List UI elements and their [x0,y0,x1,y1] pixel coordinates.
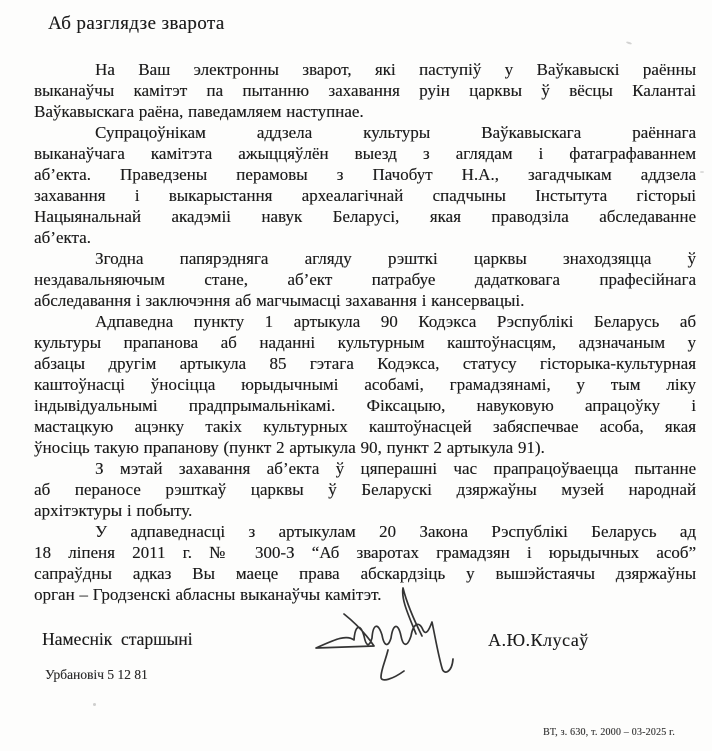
text-line: Ваўкавыскага раёна, паведамляем наступнае. [34,102,364,121]
text-line: выканаўчага камітэта ажыццяўлён выезд з аглядам і фатаграфаваннем [34,144,696,163]
text-line: Нацыянальнай акадэміі навук Беларусі, якая праводзіла абследаванне [34,207,696,226]
paragraph [34,59,696,122]
text-line: каштоўнасці ўносіцца юрыдычнымі асобамі, грамадзянамі, у тым ліку [34,375,696,394]
subject-line: Аб разглядзе зварота [48,13,225,34]
paragraph [34,248,696,311]
text-line: абзацы другім артыкула 85 гэтага Кодэкса, статусу гісторыка-культурная [34,354,696,373]
text-line: выканаўчы камітэт па пытанню захавання руін царквы ў вёсцы Калантаі [34,81,696,100]
text-line: Згодна папярэдняга агляду рэшткі царквы знаходзяцца ў [95,249,696,268]
text-line: аб’екта. [34,228,91,247]
text-line: сапраўдны адказ Вы маеце права абскардзіць у вышэйстаячы дзяржаўны [34,564,696,583]
text-line: індывідуальнымі прадпрымальнікамі. Фіксацыю, навуковую апрацоўку і [34,396,696,415]
text-line: Адпаведна пункту 1 артыкула 90 Кодэкса Рэспублікі Беларусь аб [95,312,696,331]
paragraph [34,458,696,521]
text-line: ўносіць такую прапанову (пункт 2 артыкула 90, пункт 2 артыкула 91). [34,438,545,457]
text-line: аб’екта. Праведзены перамовы з Пачобут Н.А., загадчыкам аддзела [34,165,696,184]
text-line: захавання і выкарыстання археалагічнай спадчыны Інстытута гісторыі [34,186,696,205]
text-line: 18 ліпеня 2011 г. № 300-З “Аб зваротах грамадзян і юрыдычных асоб” [34,543,696,562]
text-line: У адпаведнасці з артыкулам 20 Закона Рэспублікі Беларусь ад [95,522,696,541]
text-line: На Ваш электронны зварот, які паступіў у Ваўкавыскі раённы [95,60,696,79]
signer-position-title: Намеснік старшыні [42,629,193,649]
text-line: абследавання і заключэння аб магчымасці захавання і кансервацыі. [34,291,525,310]
executor-note: Урбановіч 5 12 81 [45,667,148,682]
text-line: архітэктуры і побыту. [34,501,193,520]
text-line: Супрацоўнікам аддзела культуры Ваўкавыскага раённага [95,123,696,142]
text-line: орган – Гродзенскі абласны выканаўчы камітэт. [34,585,382,604]
paragraph [34,311,696,458]
letter-body [34,59,696,605]
paragraph [34,122,696,248]
text-line: мастацкую ацэнку такіх культурных каштоўнасцей забяспечвае асоба, якая [34,417,696,436]
text-line: З мэтай захавання аб’екта ў цяперашні час прапрацоўваецца пытанне [95,459,696,478]
scan-artifact [93,703,96,706]
handwritten-signature-icon [300,578,470,688]
text-line: аб пераносе рэшткаў царквы ў Беларускі дзяржаўны музей народнай [34,480,696,499]
scan-artifact [700,171,704,173]
text-line: культуры прапанова аб наданні культурным каштоўнасцям, адзначаным у [34,333,696,352]
text-line: нездавальняючым стане, аб’ект патрабуе дадатковага прафесійнага [34,270,696,289]
signer-name: А.Ю.Клусаў [488,630,589,650]
scan-artifact [626,41,632,45]
print-order-note: ВТ, з. 630, т. 2000 – 03-2025 г. [543,727,675,738]
